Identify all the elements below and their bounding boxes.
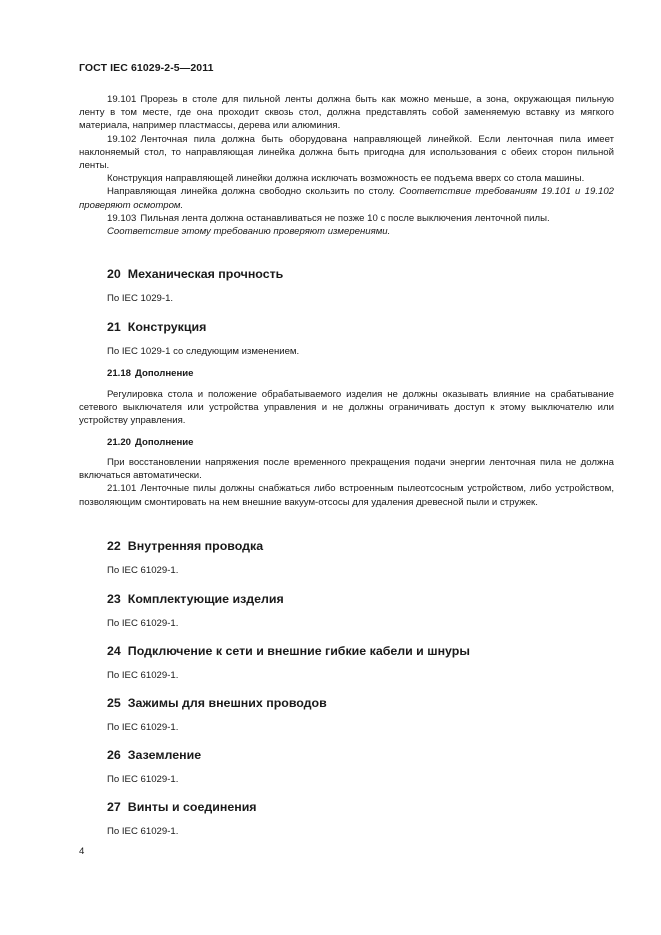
- clause-text: При восстановлении напряжения после временного прекращения подачи энергии ленточная пила не должна включаться автоматически.: [79, 457, 614, 482]
- section-26-heading: [107, 748, 201, 762]
- section-number: 22: [107, 539, 121, 553]
- section-number: 20: [107, 267, 121, 281]
- subsection-21-20-body: [79, 456, 614, 509]
- section-22-body: По IEC 61029-1.: [107, 565, 179, 576]
- section-number: 21: [107, 320, 121, 334]
- clause-text: Регулировка стола и положение обрабатываемого изделия не должны оказывать влияние на срабатывание сетевого выключателя или устройства управления и не должны ограничивать доступ к этому выключателю или устройству управления.: [79, 389, 614, 427]
- section-title: Винты и соединения: [127, 800, 257, 814]
- section-26-body: По IEC 61029-1.: [107, 774, 179, 785]
- section-24-body: По IEC 61029-1.: [107, 670, 179, 681]
- clause-19-103: [79, 212, 614, 225]
- clause-text: Пильная лента должна останавливаться не позже 10 с после выключения ленточной пилы.: [140, 212, 550, 224]
- clause-19-block: [79, 93, 614, 238]
- section-number: 25: [107, 696, 121, 710]
- clause-21-101: [79, 482, 614, 508]
- clause-text: Прорезь в столе для пильной ленты должна быть как можно меньше, а зона, окружающая пильную ленту в том месте, где она проходит сквозь стол, должна представлять собой заменяемую вставку из мягкого материала, например пластмассы, дерева или алюминия.: [79, 94, 614, 132]
- section-20-heading: [107, 267, 283, 281]
- compliance-note: Соответствие требованиям 19.101 и 19.102 проверяют осмотром.: [79, 186, 615, 211]
- compliance-note: Соответствие этому требованию проверяют измерениями.: [107, 226, 391, 238]
- subsection-number: 21.20: [107, 437, 132, 448]
- subsection-title: Дополнение: [135, 437, 194, 448]
- clause-19-101: [79, 93, 614, 133]
- section-25-body: По IEC 61029-1.: [107, 722, 179, 733]
- section-title: Внутренняя проводка: [127, 539, 264, 553]
- section-25-heading: [107, 696, 327, 710]
- section-23-heading: [107, 592, 284, 606]
- subsection-21-18-body: [79, 388, 614, 428]
- section-number: 27: [107, 800, 121, 814]
- section-27-body: По IEC 61029-1.: [107, 826, 179, 837]
- section-27-heading: [107, 800, 257, 814]
- subsection-21-18-heading: [107, 368, 194, 379]
- clause-number: 19.103: [107, 212, 137, 224]
- section-title: Механическая прочность: [127, 267, 284, 281]
- section-title: Подключение к сети и внешние гибкие кабели и шнуры: [127, 644, 470, 658]
- section-number: 24: [107, 644, 121, 658]
- clause-number: 19.101: [107, 94, 137, 105]
- subsection-title: Дополнение: [135, 368, 194, 379]
- section-21-body: По IEC 1029-1 со следующим изменением.: [107, 346, 300, 357]
- section-title: Комплектующие изделия: [127, 592, 284, 606]
- section-number: 23: [107, 592, 121, 606]
- guide-slide-paragraph: [79, 185, 614, 211]
- clause-19-102: [79, 133, 614, 173]
- document-header: ГОСТ IEC 61029-2-5—2011: [79, 62, 214, 74]
- section-20-body: По IEC 1029-1.: [107, 293, 174, 304]
- section-21-heading: [107, 320, 206, 334]
- clause-text: Ленточные пилы должны снабжаться либо встроенным пылеотсосным устройством, либо устройством, позволяющим смонтировать на нем внешние вакуум-отсосы для удаления древесной пыли и стружек.: [79, 483, 614, 508]
- section-title: Заземление: [127, 748, 202, 762]
- subsection-number: 21.18: [107, 368, 132, 379]
- page-number: 4: [79, 846, 85, 857]
- section-title: Конструкция: [127, 320, 207, 334]
- guide-construction-paragraph: Конструкция направляющей линейки должна исключать возможность ее подъема вверх со стола машины.: [107, 173, 585, 185]
- section-22-heading: [107, 539, 263, 553]
- section-title: Зажимы для внешних проводов: [127, 696, 327, 710]
- clause-text: Направляющая линейка должна свободно скользить по столу.: [107, 186, 395, 198]
- clause-text: Ленточная пила должна быть оборудована направляющей линейкой. Если ленточная пила имеет наклоняемый стол, то направляющая линейка должна быть пригодна для использования с обеих сторон пильной ленты.: [79, 133, 614, 172]
- section-24-heading: [107, 644, 470, 658]
- clause-number: 21.101: [107, 483, 137, 495]
- clause-number: 19.102: [107, 133, 137, 145]
- subsection-21-20-heading: [107, 437, 194, 448]
- section-number: 26: [107, 748, 121, 762]
- section-23-body: По IEC 61029-1.: [107, 618, 179, 629]
